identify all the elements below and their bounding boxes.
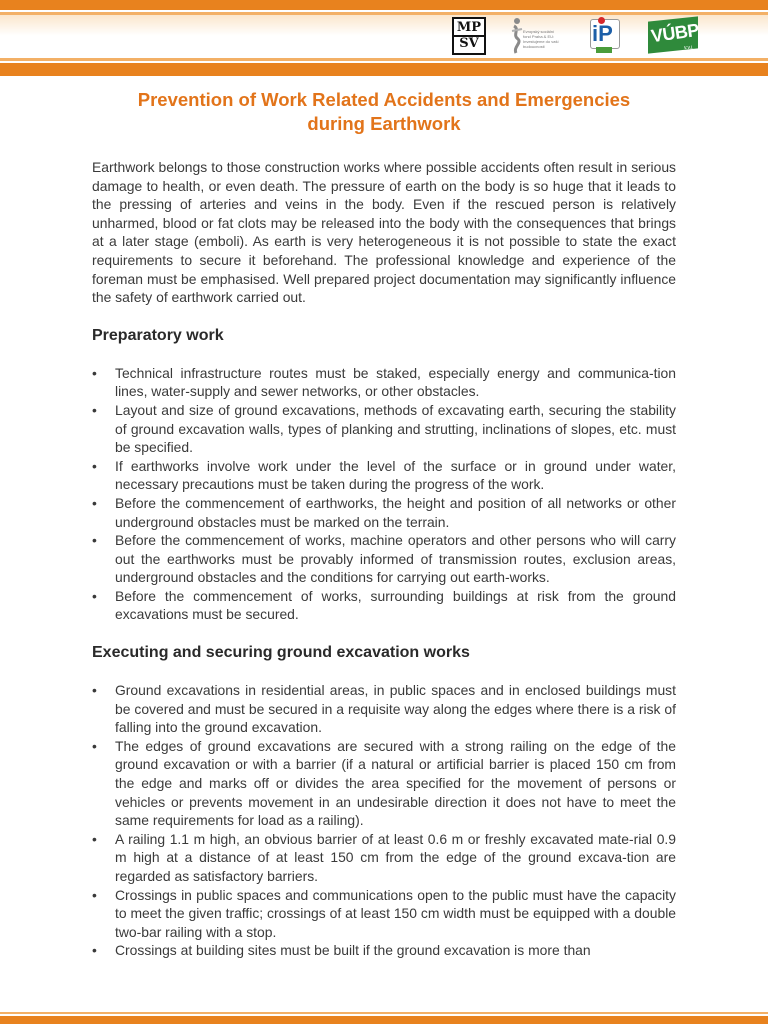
mpsv-logo-text-top: MP xyxy=(456,20,482,35)
bullet-icon: • xyxy=(92,532,97,549)
list-item xyxy=(92,941,676,960)
list-item xyxy=(92,737,676,830)
list-item xyxy=(92,886,676,942)
list-item xyxy=(92,364,676,401)
list-item-text: Before the commencement of works, surrounding buildings at risk from the ground excavations must be secured. xyxy=(115,587,676,623)
list-item-text: Technical infrastructure routes must be staked, especially energy and communica-tion lines, water-supply and sewer networks, or other obstacles. xyxy=(115,364,676,400)
bullet-icon: • xyxy=(92,830,97,847)
bullet-icon: • xyxy=(92,587,97,604)
bullet-icon: • xyxy=(92,942,97,959)
list-item xyxy=(92,587,676,624)
header-band xyxy=(0,0,768,76)
list-item-text: Before the commencement of earthworks, the height and position of all networks or other underground obstacles must be marked on the terrain. xyxy=(115,494,676,530)
page-title xyxy=(92,88,676,136)
list-item xyxy=(92,401,676,457)
intro-paragraph: Earthwork belongs to those construction works where possible accidents often result in serious damage to health, or even death. The pressure of earth on the body is so huge that it leads to the pressing of arteries and veins in the body. Even if the rescued person is relatively unharmed, blood or fat clots may be released into the body with the consequences that brings at a later stage (emboli). As earth is very heterogeneous it is not possible to state the exact requirements to secure it beforehand. The professional knowledge and experience of the foreman must be emphasised. Well prepared project documentation may significantly influence the safety of earthwork carried out. xyxy=(92,159,676,306)
document-body xyxy=(92,88,676,960)
list-item xyxy=(92,681,676,737)
bullet-icon: • xyxy=(92,886,97,903)
bullet-icon: • xyxy=(92,737,97,754)
page-title-line-1: Prevention of Work Related Accidents and Emergencies xyxy=(137,89,631,110)
section-heading-preparatory-work: Preparatory work xyxy=(92,326,224,344)
bullet-icon: • xyxy=(92,401,97,418)
mpsv-logo xyxy=(452,17,486,55)
bullet-icon: • xyxy=(92,494,97,511)
list-item-text: A railing 1.1 m high, an obvious barrier of at least 0.6 m or freshly excavated mate-rial 0.9 m high at a distance of at least 150 cm from the edge of the ground excava-tion are regarded as satisfactory barriers. xyxy=(115,830,676,884)
vubp-logo-subtext: v.v.i. xyxy=(684,45,694,51)
list-item xyxy=(92,457,676,494)
list-item xyxy=(92,494,676,531)
list-item-text: Crossings at building sites must be built if the ground excavation is more than xyxy=(115,942,591,959)
ip-logo xyxy=(590,17,620,55)
ip-logo-tail xyxy=(596,47,612,53)
executing-securing-list xyxy=(92,681,676,960)
footer-bar xyxy=(0,1016,768,1024)
esf-figure-icon xyxy=(510,17,524,55)
mpsv-logo-text-bottom: SV xyxy=(459,36,479,51)
list-item xyxy=(92,531,676,587)
page-title-line-2: during Earthwork xyxy=(307,113,461,134)
bullet-icon: • xyxy=(92,364,97,381)
list-item-text: Ground excavations in residential areas, in public spaces and in enclosed buildings must be covered and must be secured in a requisite way along the edges where there is a risk of falling into the ground excavation. xyxy=(115,682,676,736)
footer-rule xyxy=(0,1012,768,1014)
list-item-text: If earthworks involve work under the level of the surface or in ground under water, necessary precautions must be taken during the progress of the work. xyxy=(115,457,676,493)
list-item-text: Layout and size of ground excavations, methods of excavating earth, securing the stability of ground excavation walls, types of planking and strutting, inclinations of slopes, etc. must be specified. xyxy=(115,401,676,456)
list-item-text: Before the commencement of works, machine operators and other persons who will carry out the earthworks must be provably informed of transmission routes, exclusion areas, underground obstacles and the conditions for carrying out earth-works. xyxy=(115,532,676,586)
section-heading-executing-securing: Executing and securing ground excavation works xyxy=(92,644,470,662)
preparatory-work-list xyxy=(92,364,676,624)
esf-logo xyxy=(510,17,562,55)
header-bar-bottom xyxy=(0,63,768,76)
bullet-icon: • xyxy=(92,682,97,699)
esf-logo-text: Evropský sociální fond Praha & EU: Investujeme do vaší budoucnosti xyxy=(523,29,559,49)
header-bar-top xyxy=(0,0,768,10)
list-item-text: Crossings in public spaces and communications open to the public must have the capacity to meet the given traffic; crossings of at least 150 cm width must be equipped with a double two-bar railing with a stop. xyxy=(115,886,676,940)
list-item xyxy=(92,830,676,886)
list-item-text: The edges of ground excavations are secured with a strong railing on the edge of the ground excavation or with a barrier (if a natural or artificial barrier is placed 150 cm from the edge and marks off or divides the area specified for the movement of persons or vehicles or prevents movement in an undesirable direction it does not have to meet the same requirements for load as a railing). xyxy=(115,737,676,829)
ip-logo-text: iP xyxy=(592,21,613,46)
vubp-logo-text: VÚBP xyxy=(649,19,701,47)
header-rule-bottom xyxy=(0,58,768,61)
bullet-icon: • xyxy=(92,457,97,474)
vubp-logo xyxy=(648,17,701,53)
